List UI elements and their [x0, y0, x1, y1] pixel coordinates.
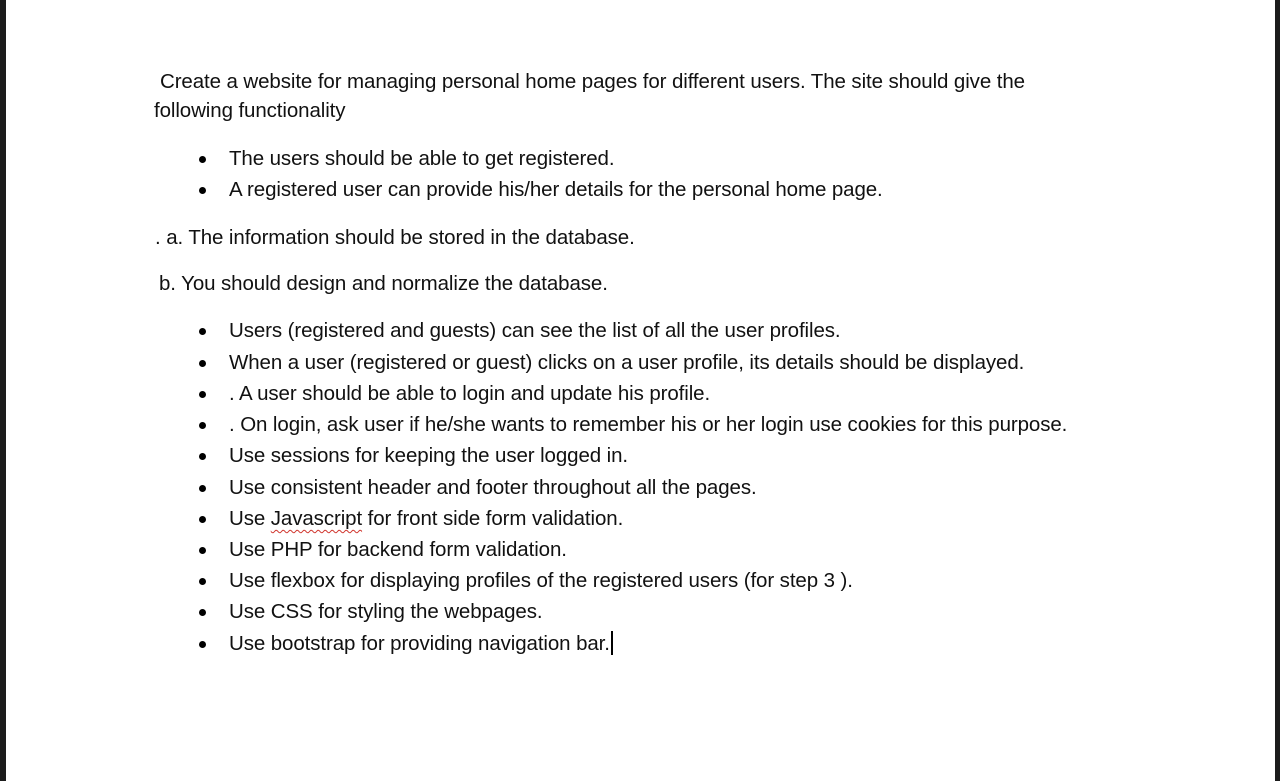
list-item-prefix: Use: [229, 507, 271, 530]
sub-point-b: b. You should design and normalize the database.: [159, 272, 608, 295]
bullet-marker: [199, 516, 206, 523]
list-item: When a user (registered or guest) clicks on a user profile, its details should be displayed.: [229, 351, 1025, 374]
list-item: Use consistent header and footer throughout all the pages.: [229, 476, 757, 499]
list-item: Use PHP for backend form validation.: [229, 538, 567, 561]
window-frame-right: [1275, 0, 1280, 781]
bullet-marker: [199, 453, 206, 460]
bullet-marker: [199, 547, 206, 554]
list-item-suffix: for front side form validation.: [362, 507, 624, 530]
list-item: Users (registered and guests) can see the list of all the user profiles.: [229, 319, 841, 342]
list-item-text: Use bootstrap for providing navigation bar.: [229, 632, 610, 655]
list-item: The users should be able to get registered.: [229, 147, 615, 170]
bullet-marker: [199, 485, 206, 492]
list-item: [229, 630, 613, 658]
list-item: [229, 505, 623, 533]
bullet-marker: [199, 641, 206, 648]
intro-line-2: following functionality: [154, 99, 346, 122]
list-item: Use flexbox for displaying profiles of the registered users (for step 3 ).: [229, 569, 853, 592]
bullet-marker: [199, 360, 206, 367]
bullet-marker: [199, 391, 206, 398]
text-cursor: [611, 631, 613, 655]
bullet-marker: [199, 609, 206, 616]
list-item: . On login, ask user if he/she wants to remember his or her login use cookies for this purpose.: [229, 413, 1068, 436]
list-item: A registered user can provide his/her details for the personal home page.: [229, 178, 883, 201]
intro-line-1: Create a website for managing personal home pages for different users. The site should give the: [160, 70, 1025, 93]
bullet-marker: [199, 328, 206, 335]
bullet-marker: [199, 422, 206, 429]
sub-point-a: . a. The information should be stored in the database.: [155, 226, 635, 249]
bullet-marker: [199, 578, 206, 585]
bullet-marker: [199, 156, 206, 163]
bullet-marker: [199, 187, 206, 194]
misspelled-word[interactable]: Javascript: [270, 507, 363, 530]
list-item: Use CSS for styling the webpages.: [229, 600, 543, 623]
list-item: Use sessions for keeping the user logged in.: [229, 444, 629, 467]
document-page[interactable]: [6, 0, 1275, 781]
list-item: . A user should be able to login and update his profile.: [229, 382, 711, 405]
